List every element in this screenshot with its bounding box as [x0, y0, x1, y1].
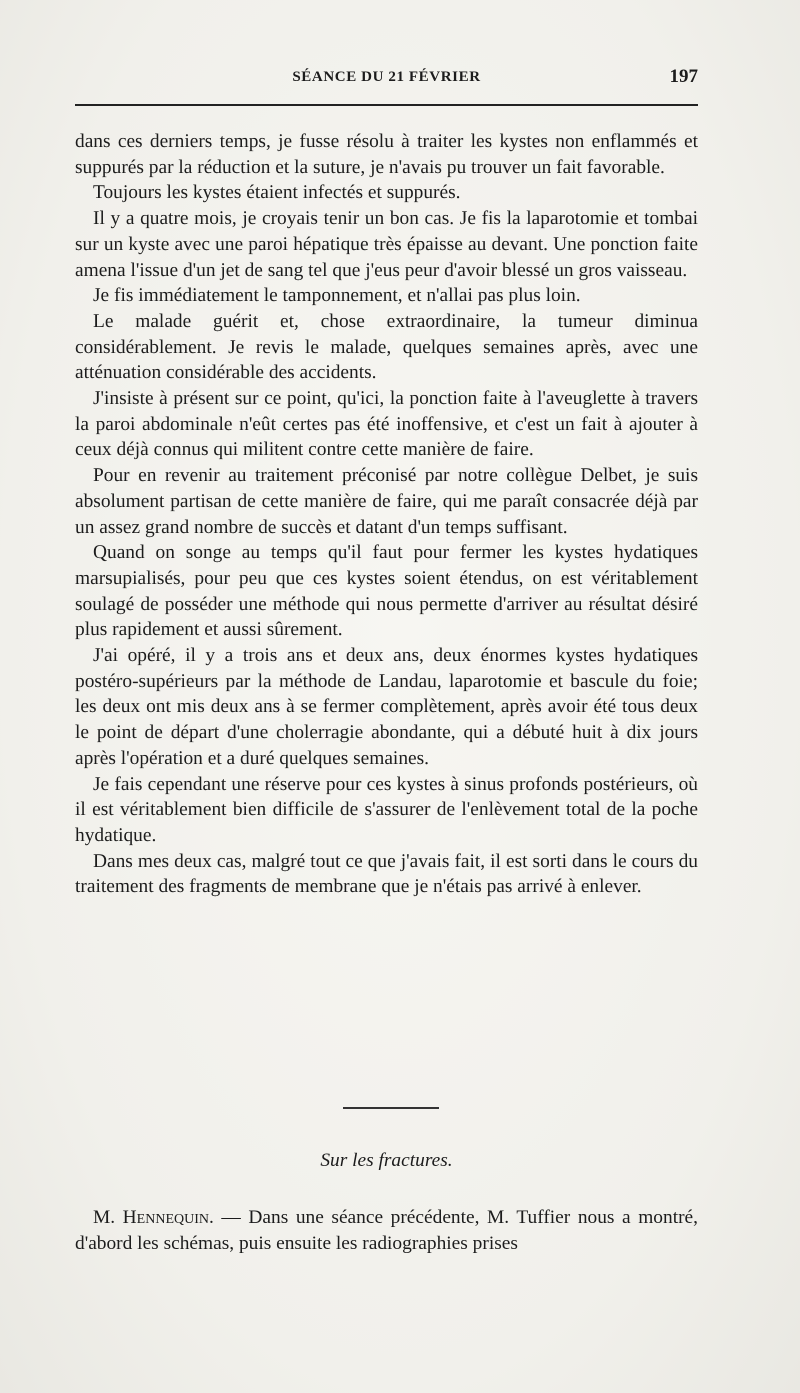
paragraph: dans ces derniers temps, je fusse résolu à traiter les kystes non enflammés et suppurés par la réduction et la suture, je n'avais pu trouver un fait favorable.: [75, 131, 698, 178]
page-number: 197: [669, 66, 698, 87]
running-header: [75, 66, 698, 92]
paragraph-text: — Dans une séance précédente, M. Tuffier nous a montré, d'abord les schémas, puis ensuite les radiographies prises: [75, 1207, 698, 1254]
speaker-name: M. Hennequin.: [93, 1207, 214, 1228]
paragraph: J'insiste à présent sur ce point, qu'ici, la ponction faite à l'aveuglette à travers la paroi abdominale n'eût certes pas été inoffensive, et c'est un fait à ajouter à ceux déjà connus qui militent contre cette manière de faire.: [75, 388, 698, 461]
running-head-title: SÉANCE DU 21 FÉVRIER: [292, 69, 481, 85]
paragraph: Je fais cependant une réserve pour ces kystes à sinus profonds postérieurs, où il est véritablement bien difficile de s'assurer de l'enlèvement total de la poche hydatique.: [75, 773, 698, 846]
body-text: [75, 129, 698, 900]
closing-text: [75, 1205, 698, 1256]
paragraph: [75, 1205, 698, 1256]
paragraph: Je fis immédiatement le tamponnement, et n'allai pas plus loin.: [93, 285, 581, 307]
paragraph: Pour en revenir au traitement préconisé par notre collègue Delbet, je suis absolument partisan de cette manière de faire, qui me paraît consacrée déjà par un assez grand nombre de succès et datant d'un temps suffisant.: [75, 465, 698, 538]
paragraph: Le malade guérit et, chose extraordinaire, la tumeur diminua considérablement. Je revis le malade, quelques semaines après, avec une atténuation considérable des accidents.: [75, 310, 698, 384]
paragraph: Quand on songe au temps qu'il faut pour fermer les kystes hydatiques marsupialisés, pour peu que ces kystes soient étendus, on est véritablement soulagé de posséder une méthode qui nous permette d'arriver au résultat désiré plus rapidement et aussi sûrement.: [75, 542, 698, 641]
section-divider: [343, 1107, 439, 1109]
section-title: Sur les fractures.: [320, 1150, 453, 1171]
header-rule: [75, 104, 698, 106]
paragraph: Toujours les kystes étaient infectés et suppurés.: [93, 182, 461, 204]
paragraph: J'ai opéré, il y a trois ans et deux ans, deux énormes kystes hydatiques postéro-supérieurs par la méthode de Landau, laparotomie et bascule du foie; les deux ont mis deux ans à se fermer complètement, après avoir été tous deux le point de départ d'une cholerragie abondante, qui a débuté huit à dix jours après l'opération et a duré quelques semaines.: [75, 645, 698, 769]
paragraph: Il y a quatre mois, je croyais tenir un bon cas. Je fis la laparotomie et tombai sur un kyste avec une paroi hépatique très épaisse au devant. Une ponction faite amena l'issue d'un jet de sang tel que j'eus peur d'avoir blessé un gros vaisseau.: [75, 208, 698, 281]
paragraph: Dans mes deux cas, malgré tout ce que j'avais fait, il est sorti dans le cours du traitement des fragments de membrane que je n'étais pas arrivé à enlever.: [75, 850, 698, 898]
